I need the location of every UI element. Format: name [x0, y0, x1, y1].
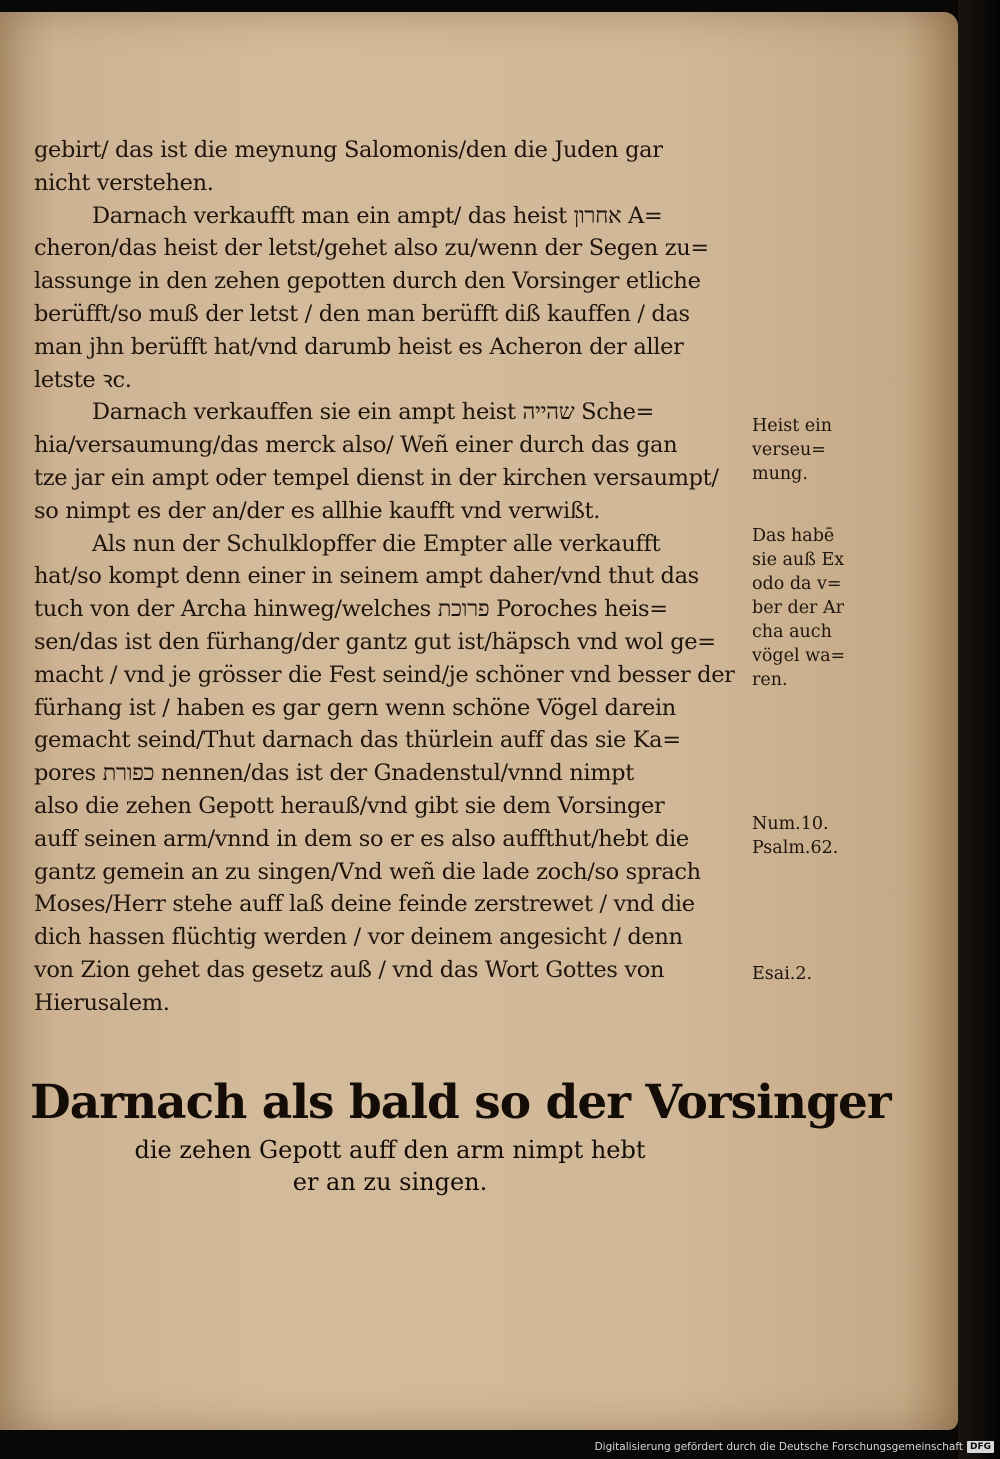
- margin-note-line: odo da v=: [752, 574, 842, 594]
- margin-note-line: vögel wa=: [752, 646, 846, 666]
- text-line: hat/so kompt denn einer in seinem ampt daher/vnd thut das: [34, 563, 699, 590]
- text-line: tuch von der Archa hinweg/welches פרוכת Poroches heis=: [34, 596, 668, 623]
- main-text-column: [34, 134, 754, 1020]
- text-line: auff seinen arm/vnnd in dem so er es also auffthut/hebt die: [34, 825, 689, 852]
- margin-note-line: Heist ein: [752, 416, 833, 436]
- footer-credit-text: Digitalisierung gefördert durch die Deutsche Forschungsgemeinschaft: [594, 1441, 963, 1453]
- text-line: Als nun der Schulklopffer die Empter alle verkaufft: [92, 530, 661, 557]
- text-line: letste ꝛc.: [34, 366, 132, 393]
- text-line: fürhang ist / haben es gar gern wenn schöne Vögel darein: [34, 694, 676, 721]
- paragraph-2: [34, 200, 754, 397]
- paragraph-3: [34, 396, 754, 527]
- margin-note-verseumung: [752, 414, 872, 486]
- text-line: dich hassen flüchtig werden / vor deinem angesicht / denn: [34, 924, 683, 951]
- book-spine-edge: [958, 0, 1000, 1459]
- text-line: gantz gemein an zu singen/Vnd weñ die lade zoch/so sprach: [34, 858, 701, 885]
- text-line: nicht verstehen.: [34, 169, 214, 196]
- margin-note-line: ber der Ar: [752, 598, 844, 618]
- paragraph-1: [34, 134, 754, 200]
- text-line: also die zehen Gepott herauß/vnd gibt sie dem Vorsinger: [34, 792, 665, 819]
- margin-note-line: sie auß Ex: [752, 550, 845, 570]
- text-line: tze jar ein ampt oder tempel dienst in der kirchen versaumpt/: [34, 464, 719, 491]
- margin-note-line: cha auch: [752, 622, 832, 642]
- text-line: macht / vnd je grösser die Fest seind/je schöner vnd besser der: [34, 661, 735, 688]
- text-line: Darnach verkaufft man ein ampt/ das heist אחרון A=: [92, 202, 663, 229]
- text-line: Darnach verkauffen sie ein ampt heist שהייה Sche=: [92, 399, 655, 426]
- section-heading: [30, 1072, 891, 1198]
- text-line: Moses/Herr stehe auff laß deine feinde zerstrewet / vnd die: [34, 891, 695, 918]
- text-line: berüfft/so muß der letst / den man berüfft diß kauffen / das: [34, 300, 690, 327]
- text-line: von Zion gehet das gesetz auß / vnd das Wort Gottes von: [34, 956, 665, 983]
- dfg-logo-icon: DFG: [967, 1441, 994, 1453]
- margin-note-line: mung.: [752, 464, 808, 484]
- text-line: gebirt/ das ist die meynung Salomonis/den die Juden gar: [34, 137, 663, 163]
- margin-note-line: Psalm.62.: [752, 838, 839, 858]
- heading-line-2: die zehen Gepott auff den arm nimpt hebt: [134, 1136, 646, 1164]
- heading-line-1: Darnach als bald so der Vorsinger: [30, 1075, 891, 1130]
- text-line: Hierusalem.: [34, 989, 170, 1016]
- text-line: man jhn berüfft hat/vnd darumb heist es Acheron der aller: [34, 333, 684, 360]
- text-line: pores כפורת nennen/das ist der Gnadenstul/vnnd nimpt: [34, 760, 634, 787]
- margin-note-line: Num.10.: [752, 814, 829, 834]
- margin-note-exodo: [752, 524, 872, 692]
- margin-note-esai: [752, 962, 872, 986]
- margin-note-references: [752, 812, 872, 860]
- digitization-footer: [595, 1441, 994, 1453]
- text-line: lassunge in den zehen gepotten durch den Vorsinger etliche: [34, 268, 701, 295]
- margin-note-line: Das habē: [752, 526, 835, 546]
- text-line: so nimpt es der an/der es allhie kaufft vnd verwißt.: [34, 497, 600, 524]
- margin-note-line: verseu=: [752, 440, 826, 460]
- text-line: sen/das ist den fürhang/der gantz gut ist/häpsch vnd wol ge=: [34, 628, 716, 655]
- book-page: [0, 12, 958, 1430]
- text-line: cheron/das heist der letst/gehet also zu/wenn der Segen zu=: [34, 235, 709, 262]
- text-line: gemacht seind/Thut darnach das thürlein auff das sie Ka=: [34, 727, 681, 754]
- heading-line-3: er an zu singen.: [292, 1168, 488, 1196]
- margin-note-line: ren.: [752, 670, 788, 690]
- margin-note-line: Esai.2.: [752, 964, 813, 984]
- text-line: hia/versaumung/das merck also/ Weñ einer durch das gan: [34, 432, 678, 459]
- paragraph-4: [34, 528, 754, 1020]
